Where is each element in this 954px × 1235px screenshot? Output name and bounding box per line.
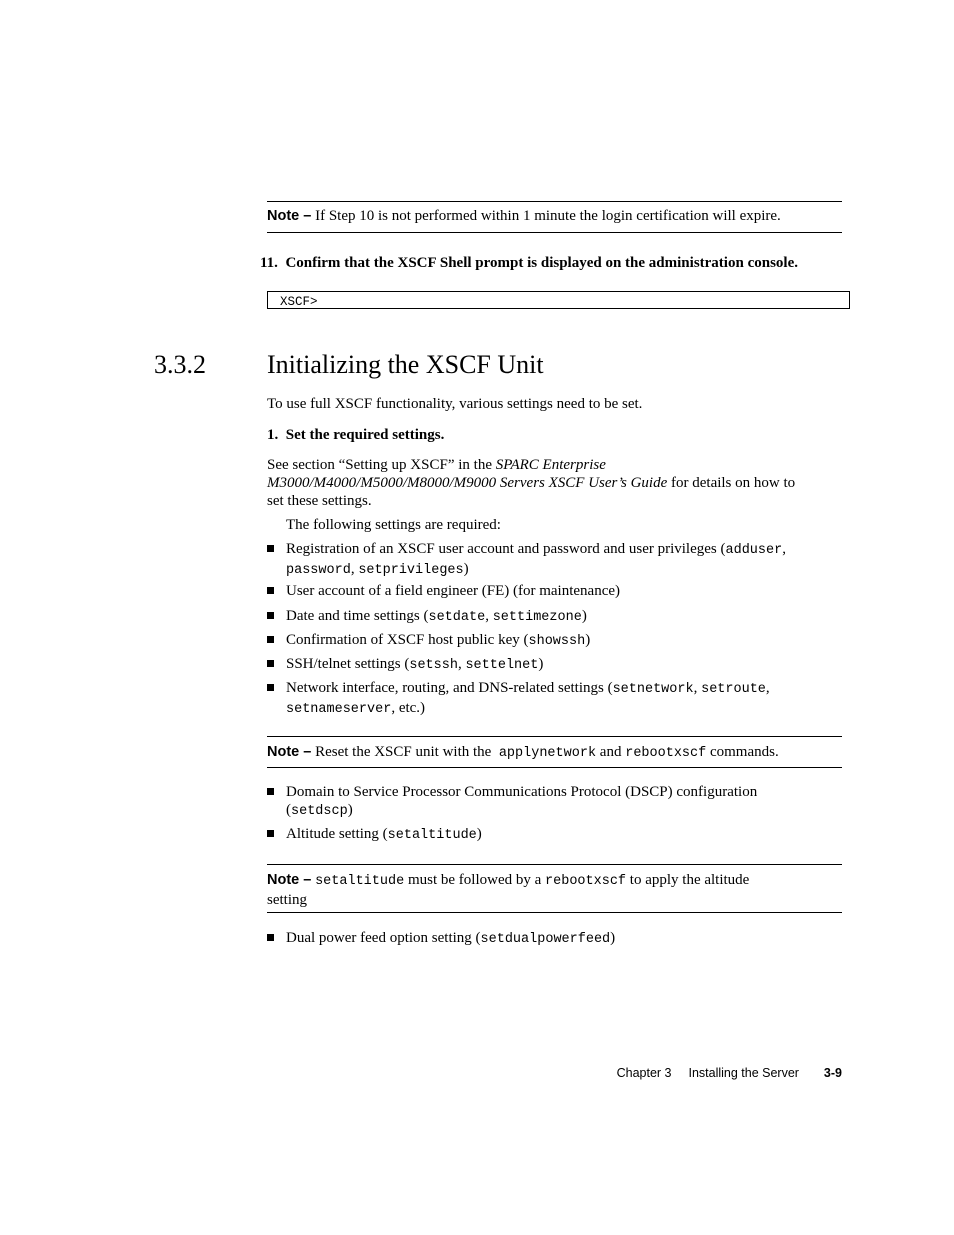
list-item: User account of a field engineer (FE) (for maintenance) bbox=[286, 583, 621, 599]
guide-title-part2: M3000/M4000/M5000/M8000/M9000 Servers XSCF User’s Guide bbox=[267, 475, 668, 491]
list-item: Confirmation of XSCF host public key (showssh) bbox=[286, 632, 591, 649]
command-password: password bbox=[286, 563, 351, 578]
footer-page-number: 3-9 bbox=[823, 1066, 842, 1080]
see-section-prefix: See section “Setting up XSCF” in the bbox=[267, 457, 496, 473]
footer-chapter-title: Installing the Server bbox=[688, 1066, 799, 1080]
note3-label: Note – bbox=[267, 872, 312, 888]
command-rebootxscf: rebootxscf bbox=[545, 874, 627, 889]
command-applynetwork: applynetwork bbox=[498, 746, 597, 761]
note2-top-rule bbox=[267, 736, 842, 737]
step11-number: 11. bbox=[260, 255, 278, 271]
command-settelnet: settelnet bbox=[465, 658, 539, 673]
note3-top-rule bbox=[267, 864, 842, 865]
step11 bbox=[260, 254, 850, 272]
see-section-paragraph bbox=[267, 456, 847, 510]
code-prompt: XSCF> bbox=[280, 295, 318, 309]
note1-text: If Step 10 is not performed within 1 minute the login certification will expire. bbox=[311, 208, 781, 224]
list-item: Registration of an XSCF user account and password and user privileges (adduser, password, setprivileges) bbox=[286, 541, 786, 578]
footer-chapter: Chapter 3 bbox=[616, 1066, 672, 1080]
code-prompt-box bbox=[267, 291, 850, 309]
command-showssh: showssh bbox=[528, 634, 586, 649]
step1-number: 1. bbox=[267, 427, 279, 443]
step11-text: Confirm that the XSCF Shell prompt is displayed on the administration console. bbox=[285, 255, 798, 271]
command-setprivileges: setprivileges bbox=[358, 563, 464, 578]
guide-title-part1: SPARC Enterprise bbox=[495, 457, 606, 473]
command-setaltitude: setaltitude bbox=[315, 874, 405, 889]
page-footer bbox=[560, 1064, 842, 1082]
command-setroute: setroute bbox=[701, 682, 766, 697]
list-item: Network interface, routing, and DNS-related settings (setnetwork, setroute, setnameserver, etc.) bbox=[286, 680, 770, 717]
list-item: Altitude setting (setaltitude) bbox=[286, 826, 482, 843]
note1-label: Note – bbox=[267, 208, 312, 224]
list-item: Domain to Service Processor Communications Protocol (DSCP) configuration (setdscp) bbox=[286, 784, 758, 819]
step1-text: Set the required settings. bbox=[285, 427, 445, 443]
note3: Note – setaltitude must be followed by a rebootxscf to apply the altitude setting bbox=[267, 872, 750, 908]
command-rebootxscf: rebootxscf bbox=[625, 746, 707, 761]
command-settimezone: settimezone bbox=[492, 610, 582, 625]
list-item: Dual power feed option setting (setdualpowerfeed) bbox=[286, 930, 616, 947]
note2-bottom-rule bbox=[267, 767, 842, 768]
command-setdate: setdate bbox=[428, 610, 486, 625]
command-setdscp: setdscp bbox=[291, 804, 348, 819]
step1 bbox=[267, 426, 444, 444]
note1-top-rule bbox=[267, 201, 842, 202]
command-setnameserver: setnameserver bbox=[286, 702, 392, 717]
see-section-line3: set these settings. bbox=[267, 493, 372, 509]
command-adduser: adduser bbox=[725, 543, 783, 558]
list-item: Date and time settings (setdate, settimezone) bbox=[286, 608, 587, 625]
command-setdualpowerfeed: setdualpowerfeed bbox=[480, 932, 611, 947]
see-section-suffix: for details on how to bbox=[667, 475, 796, 491]
section-title: Initializing the XSCF Unit bbox=[267, 350, 544, 379]
note2-label: Note – bbox=[267, 744, 312, 760]
command-setssh: setssh bbox=[409, 658, 458, 673]
command-setaltitude: setaltitude bbox=[387, 828, 477, 843]
section-number: 3.3.2 bbox=[154, 350, 206, 379]
intro-paragraph: To use full XSCF functionality, various settings need to be set. bbox=[267, 396, 643, 412]
command-setnetwork: setnetwork bbox=[612, 682, 694, 697]
note2: Note – Reset the XSCF unit with the applynetwork and rebootxscf commands. bbox=[267, 744, 779, 761]
note3-bottom-rule bbox=[267, 912, 842, 913]
list-item: SSH/telnet settings (setssh, settelnet) bbox=[286, 656, 544, 673]
note1 bbox=[267, 207, 847, 225]
note1-bottom-rule bbox=[267, 232, 842, 233]
required-intro: The following settings are required: bbox=[286, 517, 501, 533]
